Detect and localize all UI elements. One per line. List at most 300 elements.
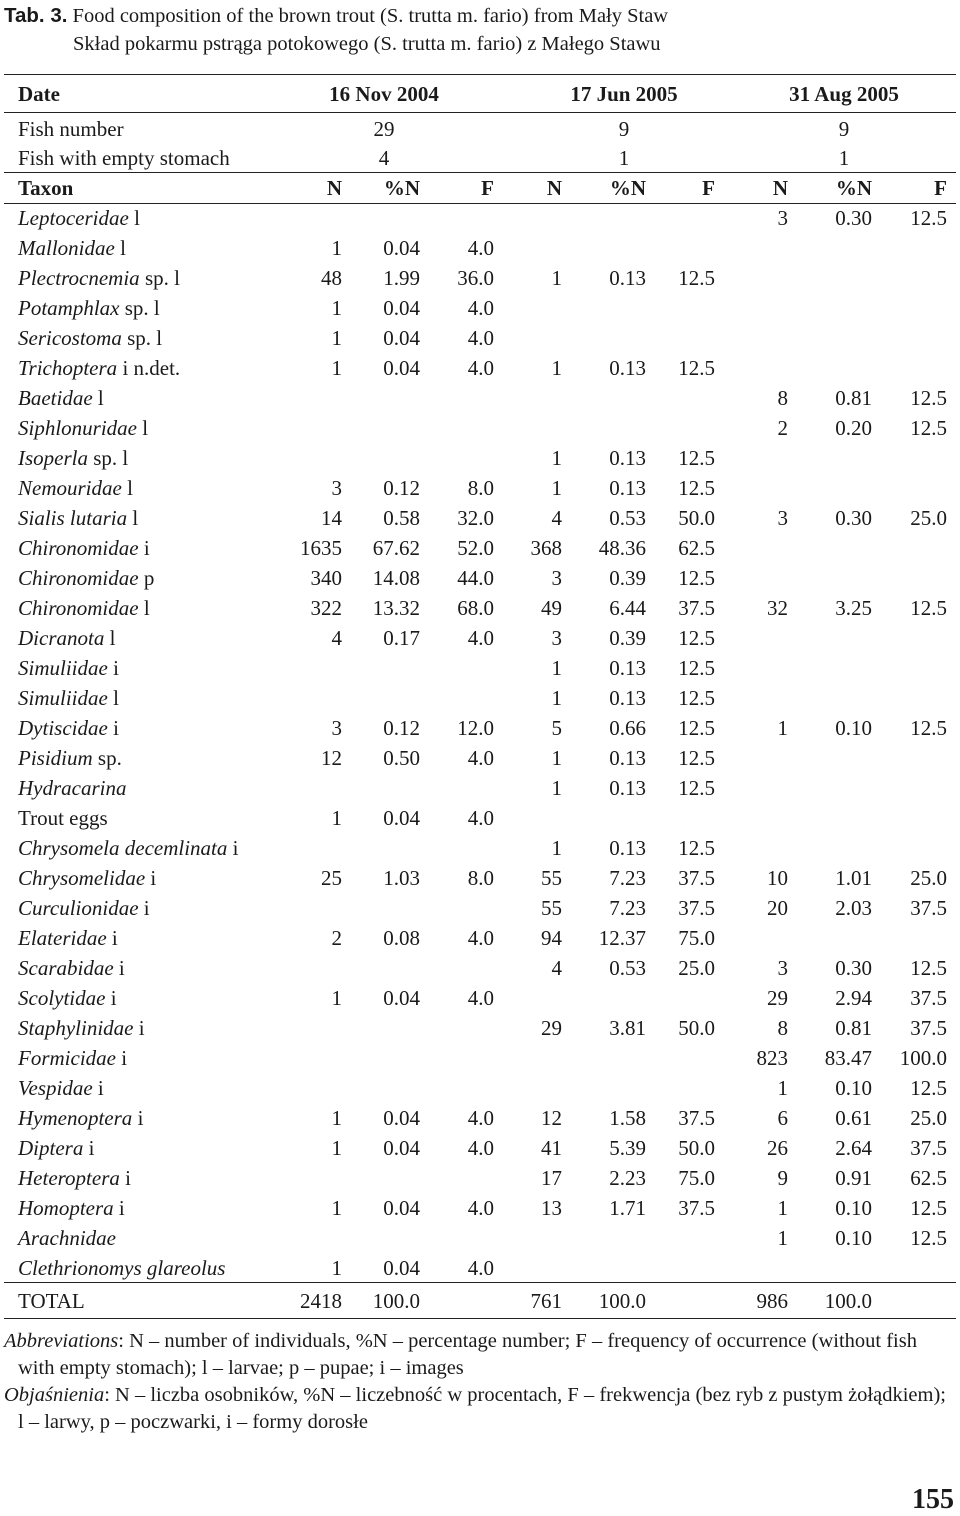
taxon-stage: l [92,386,104,410]
page-number: 155 [912,1484,954,1515]
taxon-latin: Chironomidae [18,536,139,560]
taxon-stage: i [113,1196,125,1220]
table-cell: 3 [551,566,562,590]
total-cell: 100.0 [824,1289,872,1313]
taxon-stage: i [133,1016,145,1040]
table-cell: 0.04 [383,296,420,320]
table-cell: 0.30 [835,956,872,980]
table-cell: 12 [321,746,342,770]
table-row [4,533,956,563]
total-cell: 100.0 [372,1289,420,1313]
table-cell: 12.5 [910,386,947,410]
table-cell: 49 [541,596,562,620]
table-cell: 1.01 [835,866,872,890]
table-cell: 10 [767,866,788,890]
table-cell: 1 [551,446,562,470]
table-row [4,983,956,1013]
taxon-name [18,833,238,863]
taxon-name [18,1133,94,1163]
taxon-name [18,683,119,713]
table-cell: 1 [777,716,788,740]
table-cell: 1 [551,356,562,380]
table-cell: 20 [767,896,788,920]
fish-number-label: Fish number [18,117,124,141]
table-cell: 3 [777,956,788,980]
table-cell: 94 [541,926,562,950]
taxon-latin: Formicidae [18,1046,116,1070]
table-cell: 75.0 [678,926,715,950]
table-row [4,1253,956,1283]
table-cell: 0.91 [835,1166,872,1190]
table-row [4,893,956,923]
fish-number-1: 29 [373,117,395,141]
taxon-stage: i [138,896,150,920]
date-3: 31 Aug 2005 [789,82,899,106]
table-cell: 12.5 [910,1196,947,1220]
table-cell: 37.5 [678,1196,715,1220]
table-cell: 0.39 [609,566,646,590]
table-cell: 0.17 [383,626,420,650]
table-cell: 3 [331,476,342,500]
taxon-stage: i [119,1166,131,1190]
table-cell: 3 [777,206,788,230]
empty-stomach-1: 4 [378,146,390,170]
col-header: F [481,176,494,200]
table-cell: 4 [551,956,562,980]
taxon-name [18,473,133,503]
taxon-stage: i [145,866,157,890]
table-cell: 7.23 [609,866,646,890]
table-row [4,1013,956,1043]
taxon-name [18,383,104,413]
table-cell: 12.5 [678,686,715,710]
taxon-latin: Scolytidae [18,986,106,1010]
table-cell: 2 [777,416,788,440]
taxon-latin: Sericostoma [18,326,122,350]
table-cell: 12.5 [910,716,947,740]
taxon-stage: sp. [92,746,122,770]
table-cell: 1 [331,1106,342,1130]
table-cell: 0.04 [383,1106,420,1130]
table-cell: 0.30 [835,206,872,230]
table-cell: 0.12 [383,716,420,740]
table-row [4,743,956,773]
table-cell: 0.13 [609,356,646,380]
taxon-latin: Clethrionomys glareolus [18,1256,226,1280]
table-cell: 12.5 [678,776,715,800]
table-row [4,323,956,353]
table-cell: 5 [551,716,562,740]
empty-stomach-2: 1 [618,146,630,170]
table-row [4,233,956,263]
table-cell: 25 [321,866,342,890]
table-cell: 8 [777,1016,788,1040]
table-cell: 17 [541,1166,562,1190]
table-cell: 1 [331,236,342,260]
table-cell: 0.13 [609,446,646,470]
table-cell: 55 [541,896,562,920]
table-cell: 14.08 [372,566,420,590]
caption-line-1 [4,2,668,30]
table-cell: 100.0 [899,1046,947,1070]
taxon-stage: i [105,986,117,1010]
objasnienia-label: Objaśnienia [4,1384,105,1406]
table-cell: 12.5 [678,446,715,470]
table-cell: 8.0 [467,476,494,500]
table-cell: 4.0 [467,326,494,350]
col-header: F [934,176,947,200]
taxon-latin: Curculionidae [18,896,139,920]
table-cell: 12.5 [678,356,715,380]
table-row [4,353,956,383]
table-cell: 12.5 [910,206,947,230]
table-cell: 0.30 [835,506,872,530]
table-cell: 1.71 [609,1196,646,1220]
table-cell: 25.0 [910,1106,947,1130]
table-cell: 3 [551,626,562,650]
table-cell: 0.04 [383,1256,420,1280]
table-row [4,653,956,683]
table-cell: 1.99 [383,266,420,290]
table-cell: 67.62 [372,536,420,560]
col-header: N [772,176,788,200]
table-cell: 1 [551,476,562,500]
taxon-name [18,203,140,233]
table-cell: 1 [551,746,562,770]
taxon-stage: l [127,506,139,530]
table-cell: 37.5 [910,1016,947,1040]
table-cell: 37.5 [678,596,715,620]
table-cell: 1 [331,296,342,320]
table-row [4,203,956,233]
table-cell: 32 [767,596,788,620]
table-row [4,383,956,413]
taxon-stage: sp. l [139,266,180,290]
table-cell: 1635 [300,536,342,560]
table-cell: 368 [530,536,562,560]
table-cell: 0.13 [609,266,646,290]
total-cell: 100.0 [598,1289,646,1313]
taxon-name [18,413,148,443]
taxon-latin: Pisidium [18,746,93,770]
taxon-name [18,713,119,743]
table-cell: 0.50 [383,746,420,770]
taxon-name [18,803,108,833]
col-header: N [546,176,562,200]
table-cell: 0.13 [609,836,646,860]
table-cell: 1 [551,656,562,680]
table-row [4,593,956,623]
taxon-name [18,893,150,923]
table-cell: 12.5 [910,596,947,620]
table-cell: 1 [331,986,342,1010]
table-cell: 4.0 [467,626,494,650]
table-cell: 0.20 [835,416,872,440]
table-cell: 12.37 [598,926,646,950]
table-row [4,923,956,953]
taxon-name [18,1043,127,1073]
table-cell: 1 [331,1256,342,1280]
table-cell: 12.5 [678,836,715,860]
taxon-name [18,1193,125,1223]
taxon-name [18,293,160,323]
table-cell: 12.5 [910,1226,947,1250]
table-cell: 4.0 [467,1106,494,1130]
fish-number-row [4,114,956,144]
table-row [4,1223,956,1253]
table-cell: 13 [541,1196,562,1220]
table-cell: 52.0 [457,536,494,560]
taxon-stage: l [128,206,140,230]
table-caption [4,2,668,58]
table-cell: 0.04 [383,986,420,1010]
taxon-stage: Trout eggs [18,806,108,830]
taxon-name [18,1013,145,1043]
table-cell: 75.0 [678,1166,715,1190]
table-cell: 2 [331,926,342,950]
table-row [4,1073,956,1103]
table-cell: 1 [331,326,342,350]
taxon-latin: Siphlonuridae [18,416,137,440]
table-cell: 4.0 [467,1256,494,1280]
table-cell: 36.0 [457,266,494,290]
top-rule [4,74,956,75]
table-cell: 0.04 [383,356,420,380]
table-cell: 0.61 [835,1106,872,1130]
table-cell: 2.23 [609,1166,646,1190]
taxon-latin: Chrysomelidae [18,866,146,890]
taxon-stage: i [138,536,150,560]
table-cell: 3.81 [609,1016,646,1040]
table-cell: 0.04 [383,326,420,350]
col-header: %N [383,176,420,200]
taxon-latin: Chironomidae [18,596,139,620]
total-cell: 761 [530,1289,562,1313]
table-cell: 32.0 [457,506,494,530]
table-cell: 25.0 [910,866,947,890]
table-cell: 12 [541,1106,562,1130]
taxon-stage: l [107,686,119,710]
table-cell: 4.0 [467,356,494,380]
table-cell: 1 [331,1136,342,1160]
taxon-name [18,233,126,263]
table-cell: 0.10 [835,1226,872,1250]
table-cell: 1 [551,836,562,860]
table-row [4,623,956,653]
taxon-latin: Dytiscidae [18,716,108,740]
table-cell: 12.5 [678,716,715,740]
table-cell: 4 [331,626,342,650]
table-cell: 2.03 [835,896,872,920]
taxon-stage: l [138,596,150,620]
table-cell: 4.0 [467,746,494,770]
taxon-latin: Trichoptera [18,356,118,380]
taxon-latin: Nemouridae [18,476,122,500]
table-cell: 0.53 [609,956,646,980]
taxon-name [18,1073,104,1103]
table-cell: 0.13 [609,686,646,710]
fish-number-2: 9 [618,117,630,141]
taxon-latin: Heteroptera [18,1166,120,1190]
taxon-name [18,983,117,1013]
table-cell: 83.47 [824,1046,872,1070]
empty-stomach-row [4,143,956,173]
table-cell: 25.0 [910,506,947,530]
table-cell: 6 [777,1106,788,1130]
date-1: 16 Nov 2004 [329,82,439,106]
table-cell: 12.5 [910,956,947,980]
table-cell: 7.23 [609,896,646,920]
table-row [4,1163,956,1193]
taxon-name [18,1253,225,1283]
table-cell: 0.13 [609,656,646,680]
taxon-stage: i n.det. [117,356,181,380]
table-cell: 0.10 [835,1196,872,1220]
table-cell: 48.36 [598,536,646,560]
table-cell: 44.0 [457,566,494,590]
taxon-name [18,953,125,983]
footnotes [4,1328,956,1436]
table-row [4,683,956,713]
table-cell: 55 [541,866,562,890]
table-cell: 25.0 [678,956,715,980]
column-header-row [4,173,956,203]
taxon-name [18,443,128,473]
taxon-name [18,323,162,353]
taxon-stage: i [113,956,125,980]
total-rule [4,1282,956,1283]
table-cell: 8.0 [467,866,494,890]
table-cell: 12.5 [910,416,947,440]
taxon-header: Taxon [18,176,74,200]
table-cell: 2.94 [835,986,872,1010]
taxon-name [18,623,115,653]
taxon-name [18,743,122,773]
table-cell: 3 [777,506,788,530]
table-cell: 14 [321,506,342,530]
table-label: Tab. 3. [4,4,68,27]
table-cell: 1.58 [609,1106,646,1130]
table-cell: 0.08 [383,926,420,950]
taxon-latin: Isoperla [18,446,88,470]
table-row [4,713,956,743]
taxon-latin: Leptoceridae [18,206,129,230]
taxon-stage: i [106,926,118,950]
taxon-latin: Sialis lutaria [18,506,128,530]
table-cell: 1 [777,1196,788,1220]
table-cell: 4.0 [467,986,494,1010]
table-cell: 0.81 [835,386,872,410]
table-cell: 0.04 [383,1196,420,1220]
table-cell: 1 [777,1226,788,1250]
date-label: Date [18,82,60,106]
taxon-name [18,1163,131,1193]
caption-title-en: Food composition of the brown trout (S. trutta m. fario) from Mały Staw [67,5,669,27]
table-row [4,563,956,593]
taxon-name [18,563,154,593]
table-row [4,1103,956,1133]
table-row [4,293,956,323]
empty-stomach-label: Fish with empty stomach [18,146,230,170]
date-rule [4,112,956,113]
table-cell: 37.5 [910,1136,947,1160]
table-cell: 41 [541,1136,562,1160]
taxon-name [18,1223,116,1253]
table-cell: 37.5 [910,896,947,920]
table-cell: 0.04 [383,236,420,260]
taxon-stage: l [137,416,149,440]
abbreviations-note [4,1328,956,1382]
table-cell: 1 [331,806,342,830]
table-cell: 4.0 [467,926,494,950]
table-cell: 1 [331,356,342,380]
table-cell: 340 [310,566,342,590]
table-cell: 1 [551,686,562,710]
taxon-latin: Hydracarina [18,776,127,800]
col-header: F [702,176,715,200]
taxon-stage: p [138,566,155,590]
table-cell: 1.03 [383,866,420,890]
table-cell: 3 [331,716,342,740]
table-cell: 50.0 [678,506,715,530]
table-cell: 1 [331,1196,342,1220]
table-cell: 823 [756,1046,788,1070]
table-cell: 0.04 [383,806,420,830]
table-cell: 1 [551,776,562,800]
table-row [4,443,956,473]
taxon-stage: l [121,476,133,500]
table-cell: 3.25 [835,596,872,620]
taxon-latin: Potamphlax [18,296,120,320]
table-cell: 29 [767,986,788,1010]
table-row [4,1043,956,1073]
taxon-latin: Simuliidae [18,656,108,680]
taxon-stage: sp. l [88,446,129,470]
taxon-stage: i [132,1106,144,1130]
taxon-name [18,503,138,533]
table-cell: 0.10 [835,1076,872,1100]
col-header: %N [609,176,646,200]
taxon-latin: Vespidae [18,1076,93,1100]
abbreviations-label: Abbreviations [4,1330,119,1352]
table-cell: 0.39 [609,626,646,650]
objasnienia-note [4,1382,956,1436]
table-cell: 322 [310,596,342,620]
taxon-latin: Diptera [18,1136,84,1160]
taxon-latin: Scarabidae [18,956,114,980]
table-cell: 13.32 [372,596,420,620]
taxon-name [18,923,118,953]
table-cell: 0.53 [609,506,646,530]
bottom-rule [4,1318,956,1319]
table-cell: 50.0 [678,1136,715,1160]
table-cell: 12.5 [678,476,715,500]
taxon-name [18,1103,143,1133]
table-cell: 8 [777,386,788,410]
table-row [4,773,956,803]
table-cell: 2.64 [835,1136,872,1160]
table-cell: 4 [551,506,562,530]
table-cell: 12.5 [678,266,715,290]
total-row [4,1286,956,1316]
table-cell: 37.5 [678,896,715,920]
table-row [4,503,956,533]
table-cell: 37.5 [678,1106,715,1130]
table-cell: 12.5 [678,746,715,770]
taxon-stage: i [227,836,239,860]
table-cell: 12.5 [678,626,715,650]
table-cell: 0.13 [609,776,646,800]
